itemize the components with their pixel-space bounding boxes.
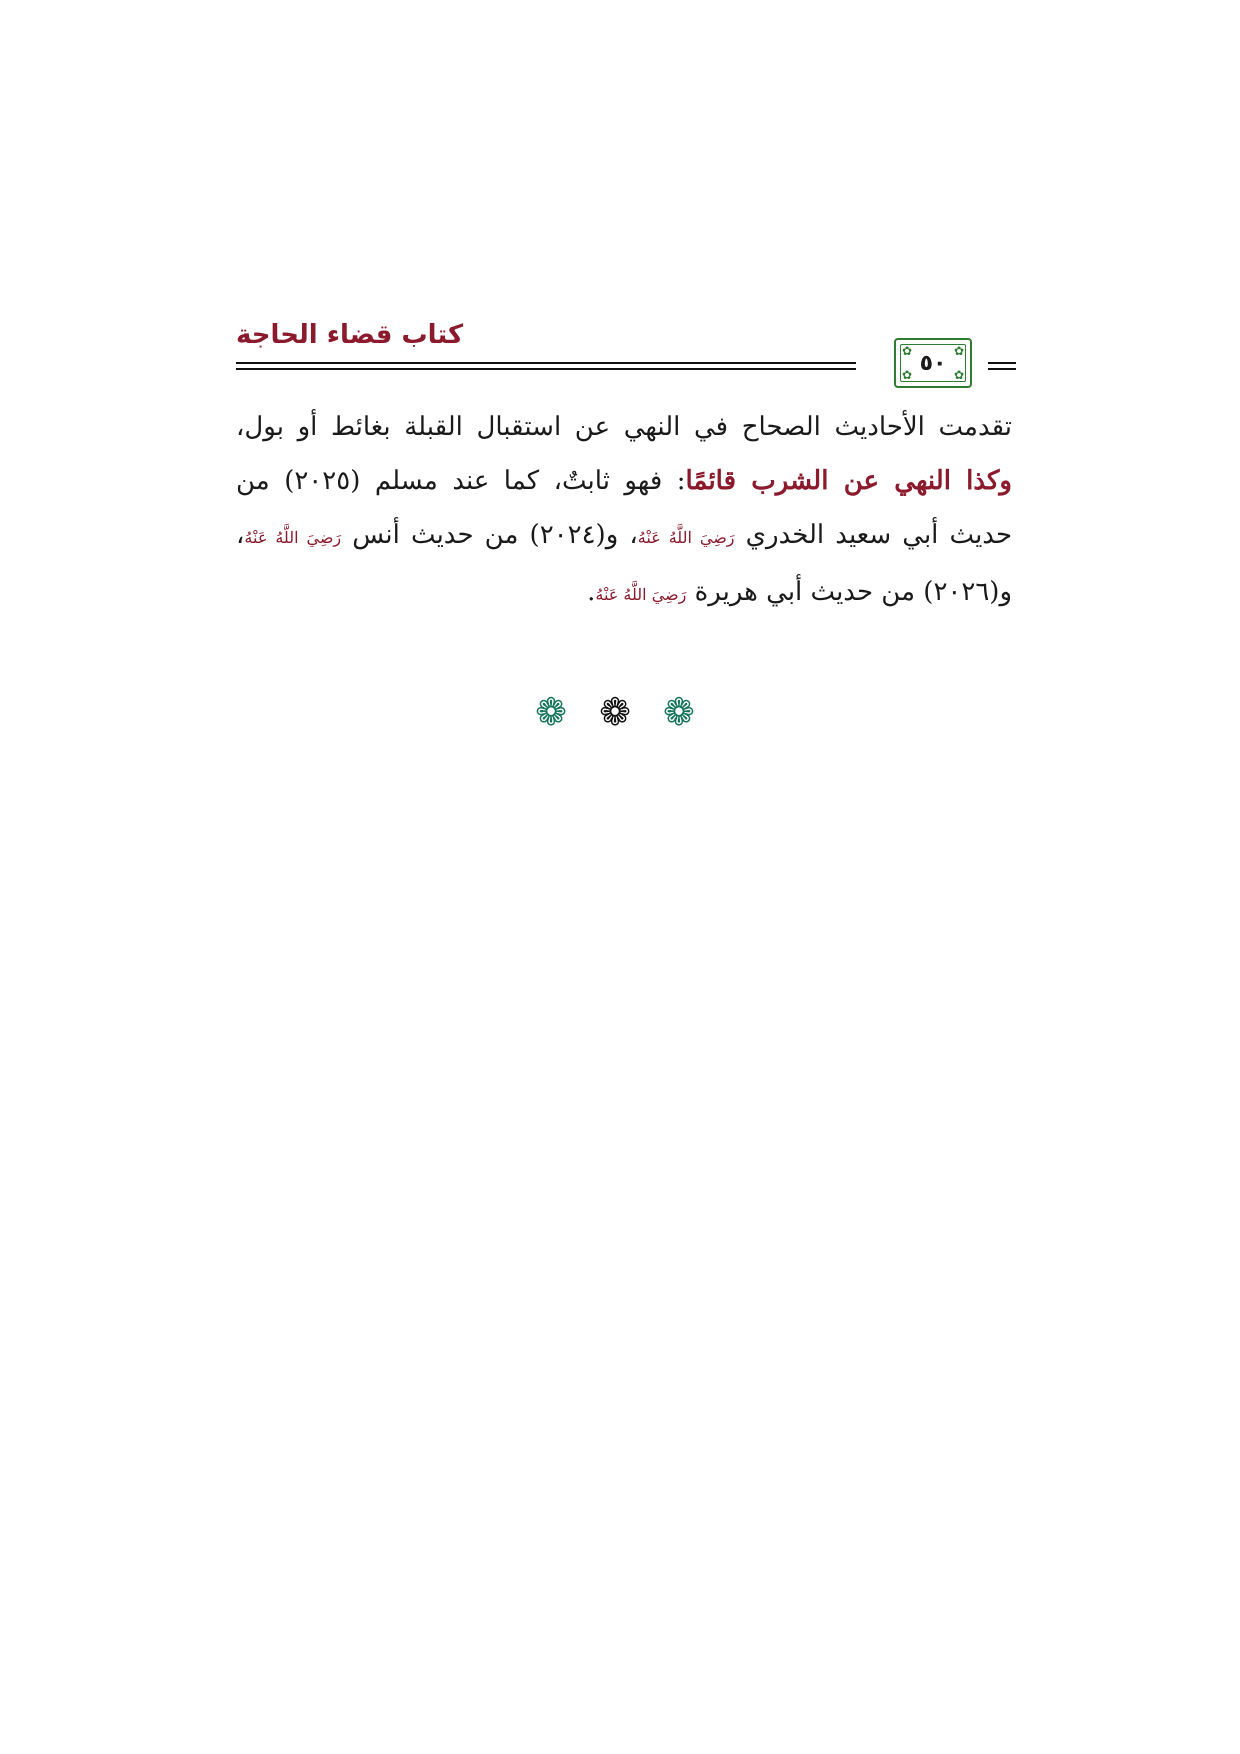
page-number-frame	[894, 338, 972, 388]
frame-corner-ornament: ✿	[902, 368, 913, 382]
flower-ornament-icon: ❁	[535, 690, 577, 734]
section-divider-ornaments	[0, 690, 1240, 734]
text-run: : فهو ثابتٌ، كما عند مسلم (٢٠٢٥) من حديث أبي سعيد الخدري	[236, 466, 1013, 550]
text-run: .	[587, 577, 596, 607]
header-rule-end	[988, 368, 1016, 370]
text-run: ، و(٢٠٢٤) من حديث أنس	[341, 520, 638, 550]
frame-corner-ornament: ✿	[902, 344, 913, 358]
running-title: كتاب قضاء الحاجة	[236, 320, 464, 350]
flower-ornament-icon: ❁	[663, 690, 705, 734]
text-run: ، و(٢٠٢٦) من حديث أبي هريرة	[236, 520, 1012, 607]
highlighted-phrase: وكذا النهي عن الشرب قائمًا	[685, 466, 1012, 496]
header-rule	[236, 368, 856, 370]
honorific-phrase: رَضِيَ اللَّهُ عَنْهُ	[595, 585, 687, 604]
page-header	[236, 318, 1016, 390]
header-rule	[236, 362, 856, 364]
body-paragraph	[236, 400, 1012, 622]
flower-ornament-icon: ❁	[599, 690, 641, 734]
header-rule-end	[988, 362, 1016, 364]
text-run: تقدمت الأحاديث الصحاح في النهي عن استقبال القبلة بغائط أو بول،	[236, 412, 1012, 442]
frame-corner-ornament: ✿	[954, 344, 965, 358]
page-number: ٥٠	[919, 351, 947, 376]
frame-corner-ornament: ✿	[954, 368, 965, 382]
honorific-phrase: رَضِيَ اللَّهُ عَنْهُ	[637, 528, 735, 547]
honorific-phrase: رَضِيَ اللَّهُ عَنْهُ	[244, 528, 342, 547]
